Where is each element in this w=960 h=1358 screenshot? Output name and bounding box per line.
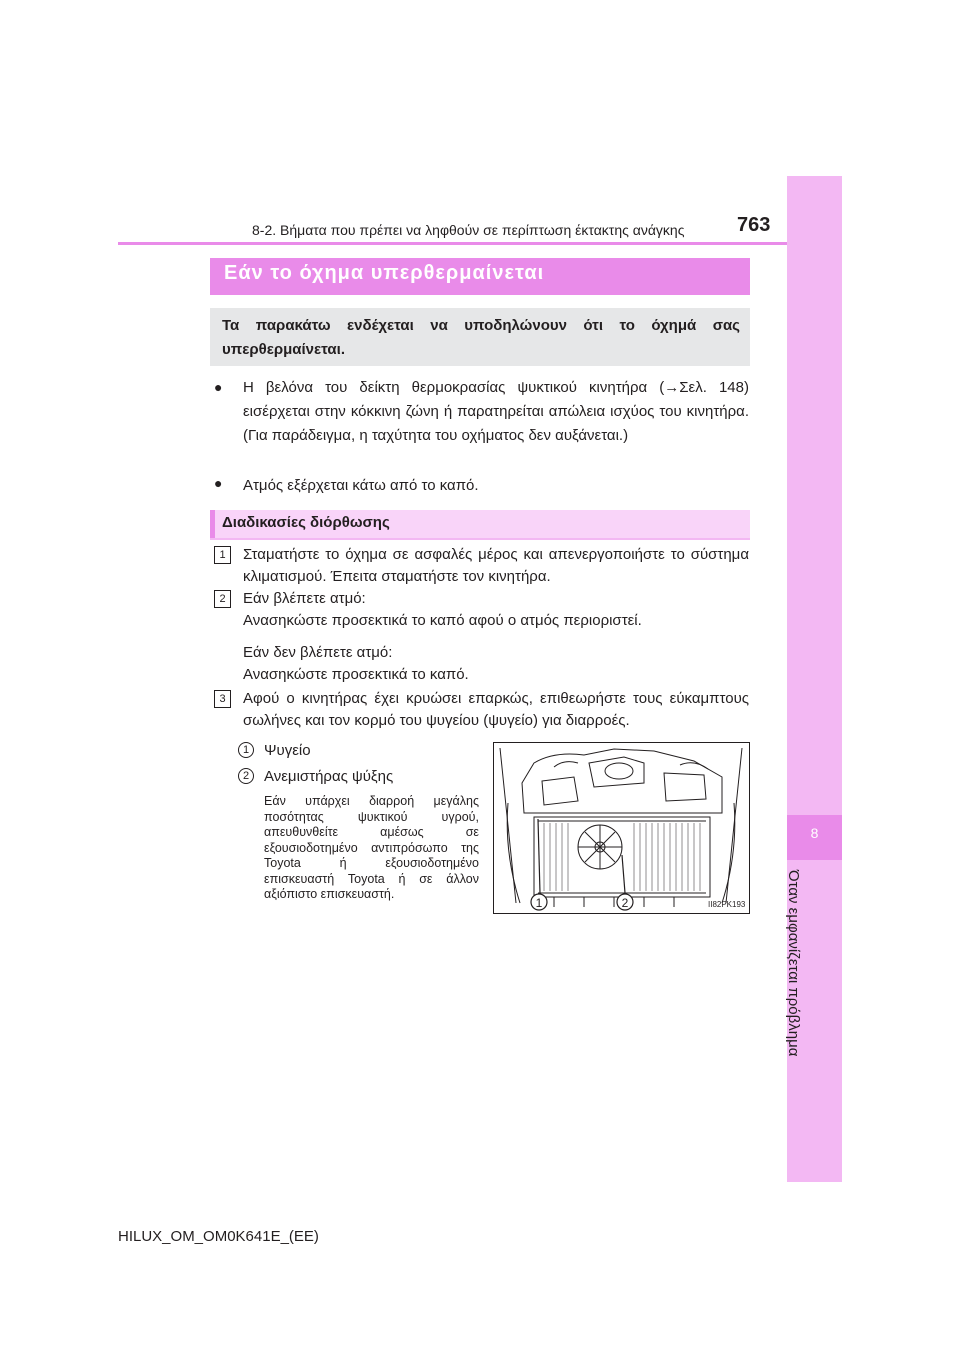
legend-number: 2 <box>238 768 254 784</box>
section-header: 8-2. Βήματα που πρέπει να ληφθούν σε περίπτωση έκτακτης ανάγκης <box>252 222 685 238</box>
step-text: Ανασηκώστε προσεκτικά το καπό. <box>243 666 469 683</box>
step-text: Σταματήστε το όχημα σε ασφαλές μέρος και απενεργοποιήστε το σύστημα κλιματισμού. Έπειτα σταματήστε τον κινητήρα. <box>243 546 749 585</box>
bullet-dot-icon: ● <box>214 475 223 491</box>
header-rule <box>118 242 787 245</box>
callout-1-label: 1 <box>535 896 543 910</box>
illustration-code: II82PK193 <box>708 900 746 909</box>
step-number-box: 3 <box>214 690 231 708</box>
legend-label: Ψυγείο <box>264 742 311 759</box>
bullet-dot-icon: ● <box>214 379 223 395</box>
chapter-title-vertical <box>785 870 840 1150</box>
engine-bay-drawing <box>494 743 749 913</box>
step-number-box: 2 <box>214 590 231 608</box>
footer-code: HILUX_OM_OM0K641E_(EE) <box>118 1228 319 1245</box>
page-title: Εάν το όχημα υπερθερμαίνεται <box>224 262 545 284</box>
subheading-title: Διαδικασίες διόρθωσης <box>222 514 390 531</box>
engine-bay-illustration <box>493 742 750 914</box>
step-text: Εάν βλέπετε ατμό: <box>243 590 366 607</box>
legend-number: 1 <box>238 742 254 758</box>
subheading-rule <box>210 538 750 540</box>
page-number: 763 <box>737 214 771 236</box>
step-text: Ανασηκώστε προσεκτικά το καπό αφού ο ατμός περιοριστεί. <box>243 612 642 629</box>
step-text: Εάν δεν βλέπετε ατμό: <box>243 644 393 661</box>
bullet-item: Ατμός εξέρχεται κάτω από το καπό. <box>243 477 479 494</box>
intro-text: Τα παρακάτω ενδέχεται να υποδηλώνουν ότι το όχημά σας υπερθερμαίνεται. <box>222 317 740 358</box>
chapter-number: 8 <box>810 825 819 841</box>
step-text: Αφού ο κινητήρας έχει κρυώσει επαρκώς, επιθεωρήστε τους εύκαμπτους σωλήνες και τον κορμό του ψυγείου (ψυγείο) για διαρροές. <box>243 690 749 729</box>
callout-2-label: 2 <box>621 896 629 910</box>
step-number-box: 1 <box>214 546 231 564</box>
bullet-item: Η βελόνα του δείκτη θερμοκρασίας ψυκτικού κινητήρα (→Σελ. 148) εισέρχεται στην κόκκινη ζώνη ή παρατηρείται απώλεια ισχύος του κινητήρα. (Για παράδειγμα, η ταχύτητα του οχήματος δεν αυξάνεται.) <box>243 379 749 444</box>
legend-label: Ανεμιστήρας ψύξης <box>264 768 394 785</box>
subheading-accent <box>210 510 215 538</box>
note-text: Εάν υπάρχει διαρροή μεγάλης ποσότητας ψυκτικού υγρού, απευθυνθείτε αμέσως σε εξουσιοδοτημένο αντιπρόσωπο της Toyota ή εξουσιοδοτημένο επισκευαστή Toyota ή σε άλλον αξιόπιστο επισκευαστή. <box>264 794 479 901</box>
chapter-title: Όταν εμφανίζεται πρόβλημα <box>785 870 802 1057</box>
